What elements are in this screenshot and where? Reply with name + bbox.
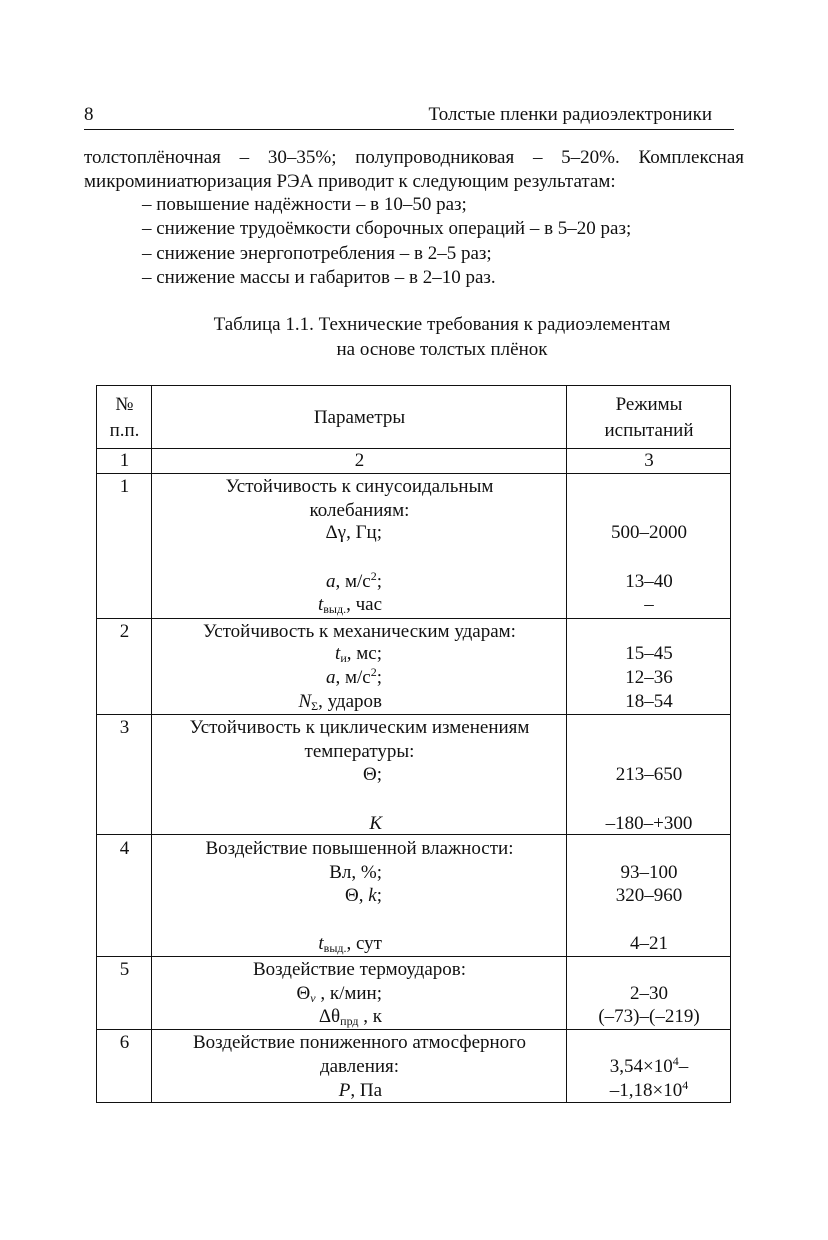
row-title: Воздействие повышенной влажности:: [205, 838, 514, 859]
row-title: Воздействие термоударов:: [252, 959, 467, 980]
param-value: 93–100: [620, 862, 678, 883]
param-value: 12–36: [625, 667, 673, 688]
header-cell-params: Параметры: [313, 407, 406, 428]
row-number: 3: [119, 717, 130, 738]
row-title: температуры:: [304, 741, 415, 762]
row-title: давления:: [319, 1056, 400, 1077]
row-number: 1: [119, 476, 130, 497]
param-value: 15–45: [625, 643, 673, 664]
param-value: 2–30: [630, 983, 668, 1004]
table-caption: Таблица 1.1. Технические требования к радиоэлементам: [213, 314, 671, 335]
header-cell-num: №: [115, 394, 134, 415]
param-label: $\Theta_v$ , к/мин;: [296, 983, 382, 1005]
row-title: колебаниям:: [309, 500, 410, 521]
header-cell-modes: Режимы: [615, 394, 683, 415]
page-number: 8: [84, 104, 94, 125]
table-border: [97, 385, 731, 386]
param-label: $N_\Sigma$, ударов: [298, 691, 382, 713]
param-value: 13–40: [625, 571, 673, 592]
row-title: Устойчивость к синусоидальным: [225, 476, 494, 497]
param-value: (–73)–(–219): [598, 1006, 700, 1027]
param-value: –180–+300: [605, 813, 693, 834]
param-label: a, $м/с^2$;: [325, 665, 382, 688]
running-title: Толстые пленки радиоэлектроники: [428, 104, 712, 125]
header-rule: [84, 129, 734, 130]
column-number: 2: [354, 450, 365, 471]
param-label: a, $м/с^2$;: [325, 569, 382, 592]
table-border: [97, 714, 731, 715]
param-label: $t_и$, мс;: [335, 643, 382, 665]
param-value: 4–21: [630, 933, 668, 954]
param-value: 500–2000: [611, 522, 687, 543]
param-value: 320–960: [615, 885, 683, 906]
header-cell-modes: испытаний: [604, 420, 694, 441]
param-label: $t_{выд.}$, час: [317, 594, 382, 616]
row-number: 5: [119, 959, 130, 980]
param-label: Θ, k;: [345, 885, 382, 906]
paragraph-line: толстоплёночная – 30–35%; полупроводниковая – 5–20%. Комплексная: [84, 147, 744, 168]
param-label: $\Delta\theta_{прд}$ , к: [318, 1006, 382, 1028]
param-value: $-1,18\times 10^4$: [609, 1078, 689, 1101]
param-value: 213–650: [615, 764, 683, 785]
param-label: Θ;: [363, 764, 382, 785]
table-border: [97, 956, 731, 957]
row-number: 6: [119, 1032, 130, 1053]
bullet-item: – повышение надёжности – в 10–50 раз;: [142, 194, 467, 215]
row-title: Воздействие пониженного атмосферного: [192, 1032, 527, 1053]
row-title: Устойчивость к механическим ударам:: [203, 621, 516, 642]
header-cell-num: п.п.: [109, 420, 140, 441]
table-border: [97, 618, 731, 619]
bullet-item: – снижение массы и габаритов – в 2–10 раз.: [142, 267, 496, 288]
param-label: Вл, %;: [329, 862, 382, 883]
table-border: [97, 473, 731, 474]
intro-paragraph: [84, 146, 744, 194]
param-label: P, Па: [338, 1080, 382, 1101]
param-value: –: [644, 594, 654, 615]
table-caption: на основе толстых плёнок: [336, 339, 548, 360]
row-number: 4: [119, 838, 130, 859]
param-label: Δγ, Гц;: [325, 522, 382, 543]
column-number: 3: [644, 450, 654, 471]
param-value: 18–54: [625, 691, 673, 712]
row-number: 2: [119, 621, 130, 642]
row-title: Устойчивость к циклическим изменениям: [189, 717, 530, 738]
column-number: 1: [119, 450, 130, 471]
bullet-item: – снижение трудоёмкости сборочных операций – в 5–20 раз;: [142, 218, 632, 239]
paragraph-line: микроминиатюризация РЭА приводит к следующим результатам:: [84, 171, 616, 192]
bullet-item: – снижение энергопотребления – в 2–5 раз;: [142, 243, 492, 264]
table-border: [97, 1029, 731, 1030]
param-value: $3,54\times 10^4-$: [609, 1054, 689, 1077]
param-label: $t_{выд.}$, сут: [318, 933, 382, 955]
param-label: K: [369, 813, 382, 834]
